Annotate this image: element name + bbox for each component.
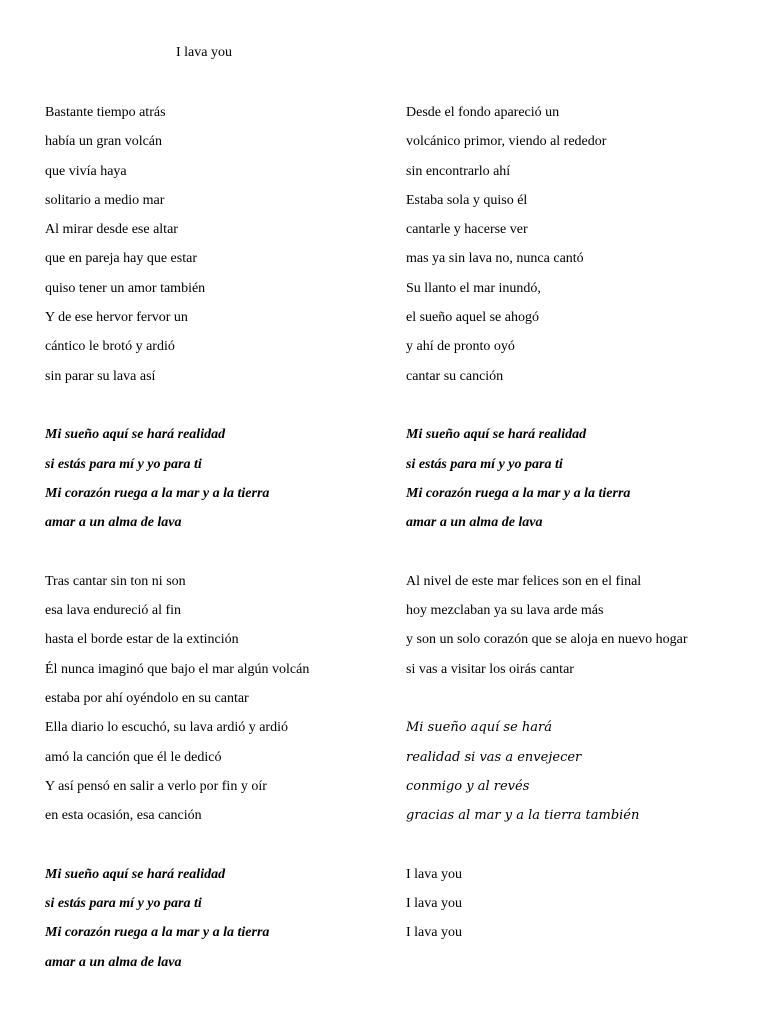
stanza-gap <box>45 542 385 571</box>
lyric-line: Él nunca imaginó que bajo el mar algún volcán <box>45 661 310 677</box>
lyric-line: amó la canción que él le dedicó <box>45 749 222 765</box>
verse-2 <box>45 572 385 836</box>
lyric-line: que vivía haya <box>45 163 127 179</box>
lyric-line: cantarle y hacerse ver <box>406 222 528 238</box>
stanza-gap <box>406 835 746 864</box>
chorus-line: Mi corazón ruega a la mar y a la tierra <box>45 925 270 941</box>
lyric-line: Ella diario lo escuchó, su lava ardió y ardió <box>45 720 288 736</box>
lyric-line: y son un solo corazón que se aloja en nuevo hogar <box>406 632 688 648</box>
lyric-line: que en pareja hay que estar <box>45 251 197 267</box>
right-column <box>406 103 746 953</box>
chorus-line: si estás para mí y yo para ti <box>406 456 563 472</box>
outro-line: I lava you <box>406 866 462 882</box>
lyric-line: hoy mezclaban ya su lava arde más <box>406 603 604 619</box>
chorus-line: Mi sueño aquí se hará realidad <box>45 427 226 443</box>
stanza-gap <box>406 689 746 718</box>
lyric-line: mas ya sin lava no, nunca cantó <box>406 251 584 267</box>
lyric-line: solitario a medio mar <box>45 192 165 208</box>
lyric-line: cantar su canción <box>406 368 504 384</box>
lyric-line: Y así pensó en salir a verlo por fin y oír <box>45 778 267 794</box>
chorus-line: Mi corazón ruega a la mar y a la tierra <box>45 485 270 501</box>
lyric-line: Bastante tiempo atrás <box>45 105 166 120</box>
chorus-line: amar a un alma de lava <box>45 515 182 531</box>
chorus-1 <box>45 425 385 542</box>
lyric-line: cántico le brotó y ardió <box>45 339 175 355</box>
verse-1 <box>45 103 385 396</box>
chorus-2 <box>45 865 385 982</box>
verse-4 <box>406 572 746 689</box>
stanza-gap <box>45 835 385 864</box>
lyric-line: Tras cantar sin ton ni son <box>45 573 186 589</box>
outro <box>406 865 746 953</box>
lyric-line: en esta ocasión, esa canción <box>45 808 202 824</box>
outro-line: I lava you <box>406 896 462 912</box>
chorus-line: conmigo y al revés <box>406 778 530 794</box>
lyric-line: Al nivel de este mar felices son en el final <box>406 573 642 589</box>
chorus-line: Mi sueño aquí se hará realidad <box>45 866 226 882</box>
left-column <box>45 103 385 982</box>
stanza-gap <box>45 396 385 425</box>
lyric-line: estaba por ahí oyéndolo en su cantar <box>45 690 249 706</box>
chorus-line: Mi corazón ruega a la mar y a la tierra <box>406 485 631 501</box>
chorus-line: si estás para mí y yo para ti <box>45 456 202 472</box>
lyric-line: hasta el borde estar de la extinción <box>45 632 239 648</box>
chorus-line: si estás para mí y yo para ti <box>45 896 202 912</box>
outro-line: I lava you <box>406 925 462 941</box>
lyric-line: volcánico primor, viendo al rededor <box>406 134 607 150</box>
chorus-line: Mi sueño aquí se hará <box>406 720 552 736</box>
chorus-line: realidad si vas a envejecer <box>406 749 582 765</box>
chorus-3 <box>406 425 746 542</box>
lyric-line: y ahí de pronto oyó <box>406 339 515 355</box>
lyric-line: sin parar su lava así <box>45 368 156 384</box>
lyric-line: quiso tener un amor también <box>45 280 206 296</box>
chorus-line: amar a un alma de lava <box>406 515 543 531</box>
lyric-line: Desde el fondo apareció un <box>406 105 560 120</box>
lyric-line: había un gran volcán <box>45 134 163 150</box>
chorus-4 <box>406 718 746 835</box>
chorus-line: amar a un alma de lava <box>45 954 182 970</box>
chorus-line: gracias al mar y a la tierra también <box>406 808 640 824</box>
lyric-line: el sueño aquel se ahogó <box>406 310 539 326</box>
lyric-line: si vas a visitar los oirás cantar <box>406 661 574 677</box>
stanza-gap <box>406 542 746 571</box>
stanza-gap <box>406 396 746 425</box>
song-title: I lava you <box>176 45 232 60</box>
chorus-line: Mi sueño aquí se hará realidad <box>406 427 587 443</box>
lyric-line: esa lava endureció al fin <box>45 603 182 619</box>
verse-3 <box>406 103 746 396</box>
lyric-line: Y de ese hervor fervor un <box>45 310 188 326</box>
lyric-line: sin encontrarlo ahí <box>406 163 511 179</box>
lyric-line: Al mirar desde ese altar <box>45 222 178 238</box>
lyric-line: Su llanto el mar inundó, <box>406 280 541 296</box>
lyric-line: Estaba sola y quiso él <box>406 192 528 208</box>
